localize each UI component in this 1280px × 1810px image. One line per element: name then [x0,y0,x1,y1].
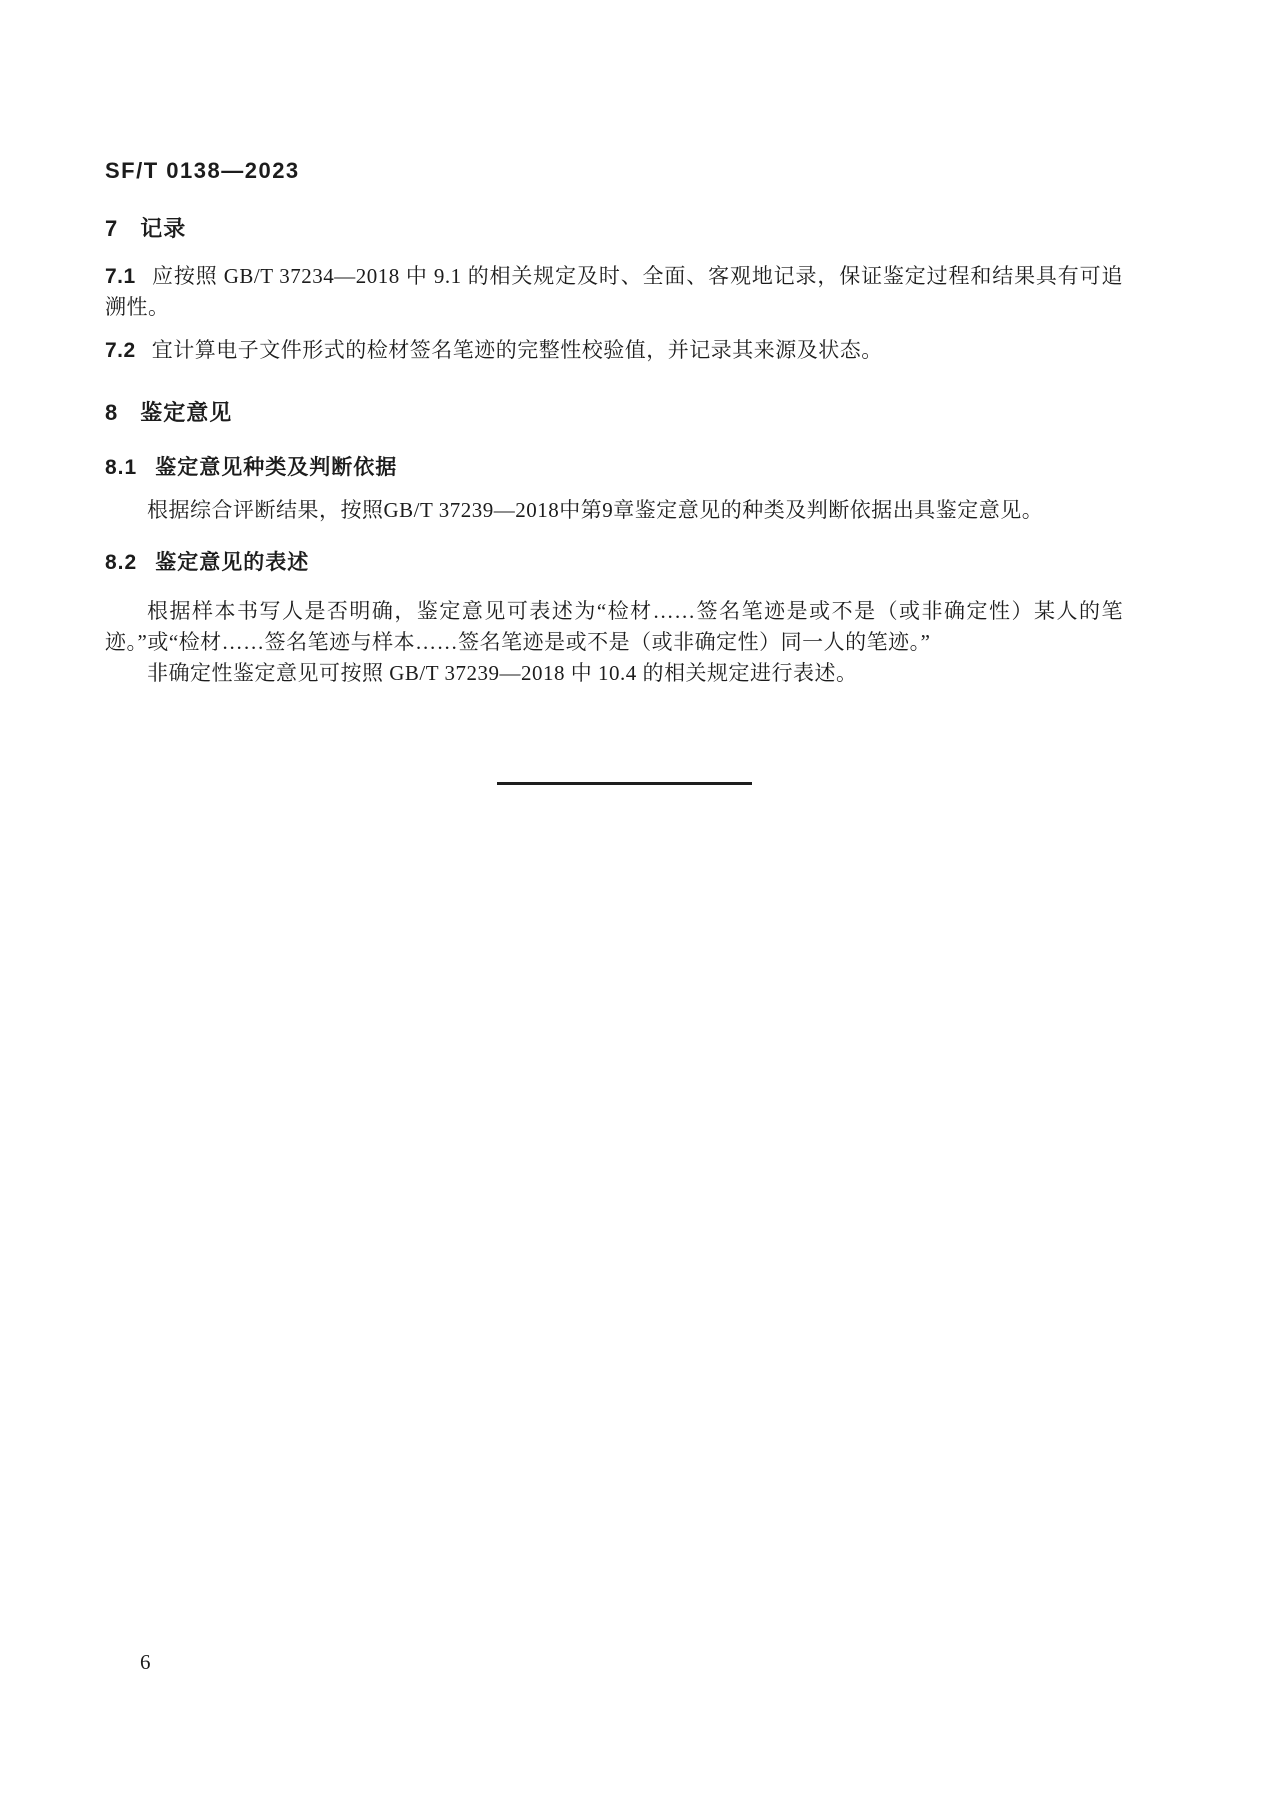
subsection-8-1-number: 8.1 [105,456,138,479]
doc-code: SF/T 0138—2023 [105,158,300,183]
end-of-text-divider [497,782,752,785]
section-7-number: 7 [105,216,119,241]
subsection-8-1-paragraph: 根据综合评断结果，按照GB/T 37239—2018中第9章鉴定意见的种类及判断依据出具鉴定意见。 [147,498,1044,522]
subsection-8-2-paragraph-2: 非确定性鉴定意见可按照 GB/T 37239—2018 中 10.4 的相关规定进行表述。 [147,661,858,685]
subsection-8-2-number: 8.2 [105,551,138,574]
clause-7-2-number: 7.2 [105,339,136,362]
clause-7-2-text: 宜计算电子文件形式的检材签名笔迹的完整性校验值，并记录其来源及状态。 [151,338,883,362]
section-7-heading [105,212,1123,243]
section-8-heading [105,396,1123,427]
subsection-8-2-title: 鉴定意见的表述 [155,551,310,574]
subsection-8-1-title: 鉴定意见种类及判断依据 [155,456,398,479]
section-7-title: 记录 [140,216,187,241]
clause-7-1 [105,261,1123,323]
clause-7-1-number: 7.1 [105,265,136,288]
section-8-number: 8 [105,400,119,425]
page-number: 6 [140,1650,151,1674]
subsection-8-1-heading [105,451,1123,481]
clause-7-2 [105,335,1123,366]
subsection-8-2-heading [105,546,1123,576]
section-8-title: 鉴定意见 [140,400,233,425]
subsection-8-2-paragraph-1: 根据样本书写人是否明确，鉴定意见可表述为“检材……签名笔迹是或不是（或非确定性）某人的笔迹。”或“检材……签名笔迹与样本……签名笔迹是或不是（或非确定性）同一人的笔迹。” [105,599,1123,654]
page-content [105,158,1123,785]
clause-7-1-text: 应按照 GB/T 37234—2018 中 9.1 的相关规定及时、全面、客观地记录，保证鉴定过程和结果具有可追溯性。 [105,264,1123,319]
